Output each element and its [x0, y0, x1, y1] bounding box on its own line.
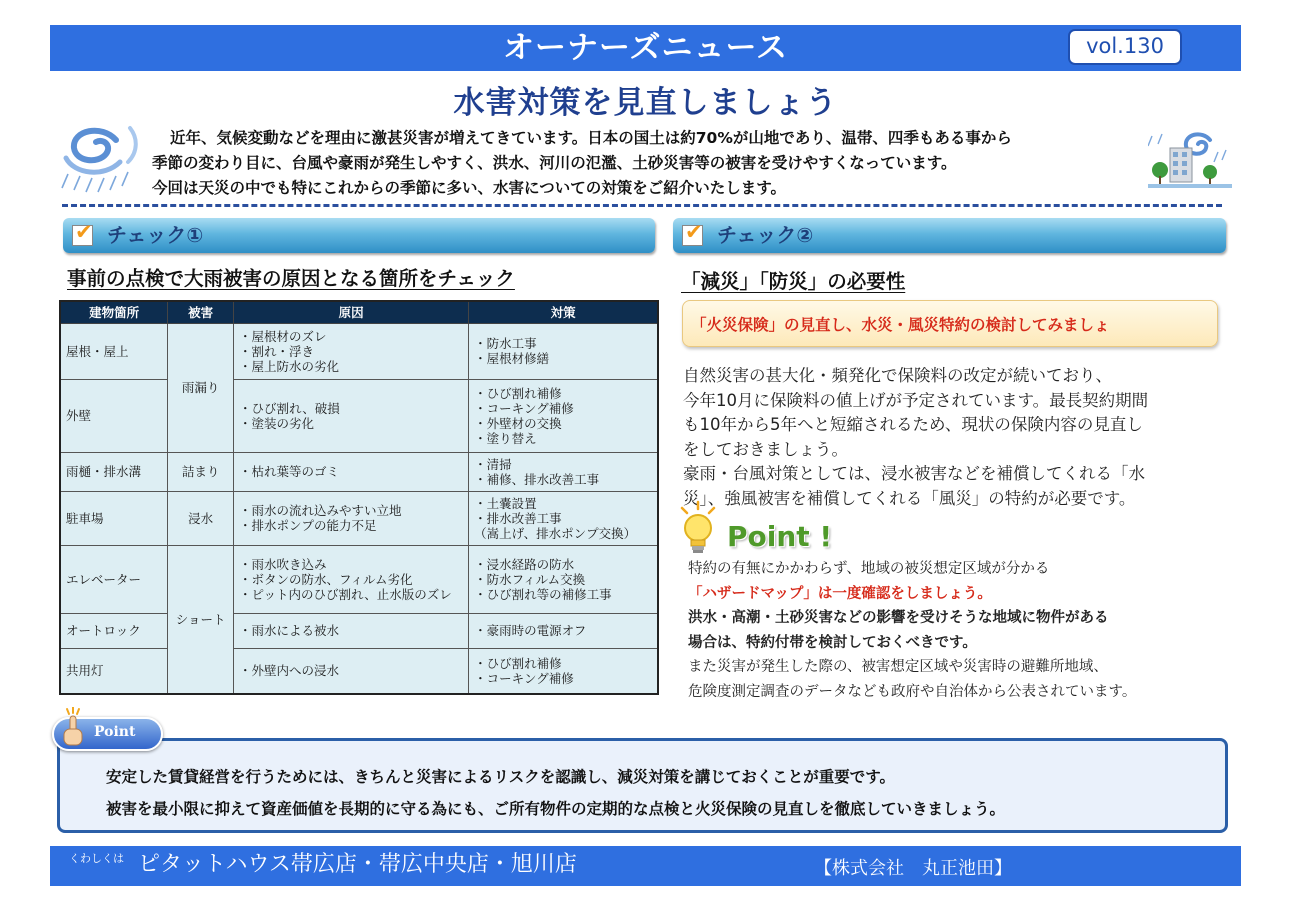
column-header: 原因	[234, 301, 469, 323]
cause-line: ・ピット内のひび割れ、止水版のズレ	[239, 586, 452, 602]
measure-cell	[469, 379, 658, 452]
measure-cell	[469, 648, 658, 694]
body-line: 災」、強風被害を補償してくれる「風災」の特約が必要です。	[683, 488, 1136, 508]
footer-company: 【株式会社 丸正池田】	[814, 858, 1012, 879]
point-line: 場合は、特約付帯を検討しておくべきです。	[688, 634, 977, 651]
table-row	[60, 491, 658, 545]
checkbox-icon	[682, 220, 703, 246]
measure-line: ・豪雨時の電源オフ	[474, 623, 587, 638]
measure-line: ・コーキング補修	[474, 670, 574, 686]
storm-building-icon	[1148, 126, 1232, 190]
point-tab	[52, 717, 163, 751]
bottom-text	[106, 761, 1005, 825]
column-header: 対策	[469, 301, 658, 323]
check1-label: チェック①	[107, 223, 204, 247]
point-line: また災害が発生した際の、被害想定区域や災害時の避難所地域、	[688, 659, 1108, 675]
measure-cell	[469, 545, 658, 613]
check2-body	[683, 364, 1223, 511]
checkmark-icon: ✔	[75, 220, 93, 244]
measure-line: ・コーキング補修	[474, 400, 574, 416]
cause-line: ・排水ポンプの能力不足	[239, 518, 377, 533]
damage-cell: 浸水	[168, 491, 234, 545]
measure-line: ・外壁材の交換	[474, 415, 562, 431]
measure-cell	[469, 613, 658, 648]
place-cell: 外壁	[60, 379, 168, 452]
main-title: 水害対策を見直しましょう	[453, 85, 838, 121]
body-line: 今年10月に保険料の値上げが予定されています。最長契約期間	[683, 390, 1149, 410]
measure-line: ・補修、排水改善工事	[474, 471, 600, 487]
measure-line: （嵩上げ、排水ポンプ交換）	[474, 525, 637, 541]
place-cell: 駐車場	[60, 491, 168, 545]
checkbox-icon	[72, 220, 93, 246]
hazard-map-line: 「ハザードマップ」は一度確認をしましょう。	[688, 585, 992, 602]
place-cell: エレベーター	[60, 545, 168, 613]
measure-line: ・浸水経路の防水	[474, 556, 575, 572]
measure-line: ・排水改善工事	[474, 510, 562, 526]
cause-line: ・屋上防水の劣化	[239, 358, 340, 374]
dashed-divider	[62, 204, 1222, 207]
cause-line: ・雨水吹き込み	[239, 556, 327, 572]
vol-badge: vol.130	[1068, 29, 1182, 65]
cause-line: ・雨水による被水	[239, 623, 340, 638]
lightbulb-icon	[676, 500, 720, 558]
cause-cell	[234, 452, 469, 491]
intro-line: 近年、気候変動などを理由に激甚災害が増えてきています。日本の国土は約70%が山地であり、温帯、四季もある事から	[170, 129, 1012, 147]
fire-insurance-text: 「火災保険」の見直し、水災・風災特約の検討してみましょ	[691, 316, 1110, 334]
cause-cell	[234, 379, 469, 452]
intro-text	[152, 126, 1152, 201]
cause-line: ・外壁内への浸水	[239, 663, 340, 679]
cause-cell	[234, 323, 469, 379]
table-row	[60, 323, 658, 379]
footer-prefix: くわしくは	[69, 852, 124, 865]
table-row	[60, 648, 658, 694]
point-line: 特約の有無にかかわらず、地域の被災想定区域が分かる	[688, 561, 1050, 577]
measure-line: ・ひび割れ補修	[474, 655, 562, 671]
cause-line: ・ひび割れ、破損	[239, 400, 340, 416]
column-header: 被害	[168, 301, 234, 323]
measure-line: ・土嚢設置	[474, 495, 537, 511]
check2-label: チェック②	[717, 223, 814, 247]
point-line: 危険度測定調査のデータなども政府や自治体から公表されています。	[688, 683, 1137, 700]
cause-cell	[234, 491, 469, 545]
table-row	[60, 613, 658, 648]
check2-bar	[673, 218, 1226, 253]
cause-cell	[234, 648, 469, 694]
body-line: をしておきましょう。	[683, 439, 848, 459]
place-cell: 雨樋・排水溝	[60, 452, 168, 491]
measure-line: ・塗り替え	[474, 430, 537, 446]
body-line: も10年から5年へと短縮されるため、現状の保険内容の見直し	[683, 415, 1143, 434]
table-row	[60, 379, 658, 452]
measure-cell	[469, 452, 658, 491]
damage-cell: 雨漏り	[168, 323, 234, 452]
measure-line: ・清掃	[474, 456, 512, 472]
measure-cell	[469, 323, 658, 379]
measure-line: ・屋根材修繕	[474, 351, 550, 366]
point-line: 洪水・高潮・土砂災害などの影響を受けそうな地域に物件がある	[688, 610, 1109, 626]
point-notes	[688, 557, 1228, 704]
table-row	[60, 452, 658, 491]
cause-cell	[234, 613, 469, 648]
place-cell: 屋根・屋上	[60, 323, 168, 379]
inspection-table	[59, 300, 659, 695]
intro-line: 今回は天災の中でも特にこれからの季節に多い、水害についての対策をご紹介いたします。	[152, 179, 786, 197]
check2-subtitle: 「減災」「防災」の必要性	[681, 270, 906, 293]
damage-cell: ショート	[168, 545, 234, 694]
column-header: 建物箇所	[60, 301, 168, 323]
cause-line: ・塗装の劣化	[239, 415, 315, 431]
cause-line: ・ボタンの防水、フィルム劣化	[239, 571, 413, 587]
measure-line: ・防水工事	[474, 336, 537, 351]
bottom-line: 安定した賃貸経営を行うためには、きちんと災害によるリスクを認識し、減災対策を講じておくことが重要です。	[106, 768, 895, 786]
pointing-hand-icon	[58, 707, 88, 751]
cause-line: ・割れ・浮き	[239, 343, 315, 359]
cause-cell	[234, 545, 469, 613]
intro-line: 季節の変わり目に、台風や豪雨が発生しやすく、洪水、河川の氾濫、土砂災害等の被害を受けやすくなっています。	[152, 154, 957, 172]
table-header-row	[60, 301, 658, 323]
bottom-line: 被害を最小限に抑えて資産価値を長期的に守る為にも、ご所有物件の定期的な点検と火災保険の見直しを徹底していきましょう。	[106, 800, 1006, 818]
point-tab-label: Point	[94, 724, 136, 740]
header-title: オーナーズニュース	[503, 30, 788, 66]
place-cell: オートロック	[60, 613, 168, 648]
measure-cell	[469, 491, 658, 545]
cause-line: ・枯れ葉等のゴミ	[239, 464, 340, 479]
check1-subtitle: 事前の点検で大雨被害の原因となる箇所をチェック	[67, 267, 515, 290]
cause-line: ・屋根材のズレ	[239, 328, 327, 344]
measure-line: ・ひび割れ等の補修工事	[474, 586, 612, 602]
check1-bar	[63, 218, 655, 253]
typhoon-icon	[58, 118, 144, 196]
point-title: Point !	[727, 520, 833, 553]
cause-line: ・雨水の流れ込みやすい立地	[239, 503, 402, 518]
footer-bar	[50, 846, 1241, 886]
measure-line: ・防水フィルム交換	[474, 571, 586, 587]
body-line: 自然災害の甚大化・頻発化で保険料の改定が続いており、	[683, 366, 1112, 385]
checkmark-icon: ✔	[685, 220, 703, 244]
footer-stores: ピタットハウス帯広店・帯広中央店・旭川店	[138, 852, 577, 877]
fire-insurance-box	[682, 300, 1218, 347]
place-cell: 共用灯	[60, 648, 168, 694]
bottom-point-box	[57, 738, 1228, 833]
header-bar	[50, 25, 1241, 71]
measure-line: ・ひび割れ補修	[474, 385, 562, 401]
damage-cell: 詰まり	[168, 452, 234, 491]
table-row	[60, 545, 658, 613]
body-line: 豪雨・台風対策としては、浸水被害などを補償してくれる「水	[683, 464, 1145, 483]
